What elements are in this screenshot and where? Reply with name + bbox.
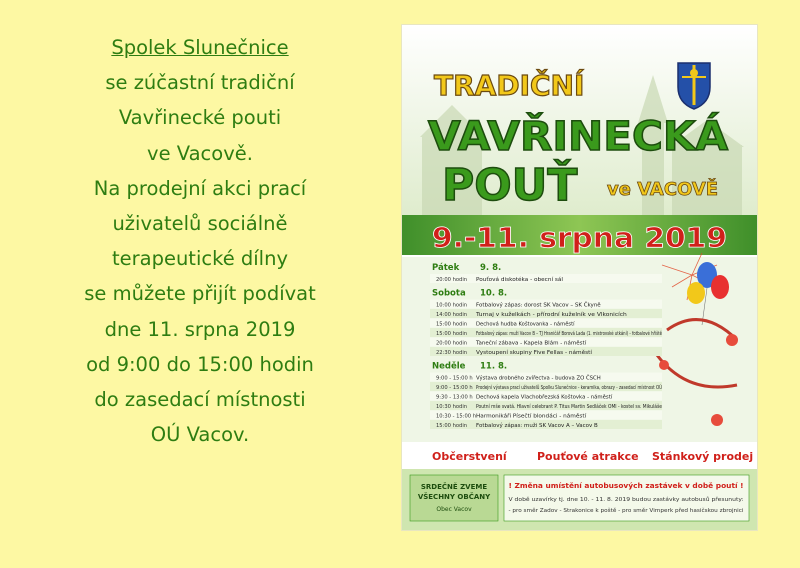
schedule-time: 20:00 hodin [436,277,468,283]
day-heading: Pátek [432,263,460,273]
organization-name: Spolek Slunečnice [111,36,289,59]
attraction-stalls: Stánkový prodej [652,450,754,463]
day-date: 10. 8. [480,288,508,299]
poster-title-1: TRADIČNÍ [434,69,585,102]
invite-line-3: Obec Vacov [436,506,472,513]
event-poster [402,25,757,530]
schedule-event: Pouťová diskotéka - obecní sál [476,277,555,283]
announcement-line: ve Vacově. [147,141,253,165]
announcement-line: Vavřinecké pouti [118,106,282,130]
schedule-event: Harmonikáři Písečtí blondáci - náměstí [476,413,576,420]
coat-of-arms-icon [678,63,710,109]
announcement-text [0,30,400,452]
schedule-event: Fotbalový zápas: dorost SK Vacov – SK Čkyně [476,302,594,309]
schedule-event: Poutní mše svatá. Hlavní celebrant P. Titus Martin Sedláček OMI - kostel sv. Mikuláše [476,404,695,410]
notice-line-2: - pro směr Zadov - Strakonice k poště - pro směr Vimperk před hasičskou zbrojnici [508,508,731,514]
schedule-time: 15:00 hodin [436,423,468,429]
schedule-time: 9:00 - 15:00 h [436,375,473,382]
notice-title: ! Změna umístění autobusových zastávek v době poutí ! [508,481,744,490]
schedule-time: 14:00 hodin [436,312,468,318]
notice-line-1: V době uzavírky tj. dne 10. - 11. 8. 2019 budou zastávky autobusů přesunuty: [508,497,719,503]
schedule-event: Prodejní výstava prací uživatelů Spolku Slunečnice - keramika, obrazy - zasedací místnost OÚ [476,385,719,391]
schedule-time: 10:00 hodin [436,302,468,309]
announcement-line: terapeutické dílny [111,247,289,271]
announcement-line: se můžete přijít podívat [84,282,316,306]
schedule-time: 10:30 hodin [436,404,468,410]
announcement-line: od 9:00 do 15:00 hodin [86,352,314,376]
schedule-time: 15:00 hodin [436,331,468,337]
announcement-line: uživatelů sociálně [112,212,288,236]
schedule-event: Fotbalový zápas: muži Vacov B – TJ Hraničář Borová Lada (1. mistrovské utkání) - fotbalové hřiště [476,331,729,337]
schedule-time: 15:00 hodin [436,321,468,328]
schedule-event: Výstava drobného zvířectva - budova ZO ČSCH [476,375,599,382]
invite-line-1: SRDEČNĚ ZVEME [420,483,488,491]
attraction-rides: Pouťové atrakce [537,450,639,463]
poster-title-2: VAVŘINECKÁ [428,114,714,160]
announcement-line: se zúčastní tradiční [105,71,295,95]
schedule-event: Vystoupení skupiny Five Fellas - náměstí [476,350,581,356]
schedule-event: Taneční zábava - Kapela Blám - náměstí [476,340,580,347]
invite-line-2: VŠECHNY OBČANY [417,493,491,501]
schedule-time: 9:30 - 13:00 h [436,394,473,401]
announcement-line: do zasedací místnosti [94,388,306,412]
poster-title-location: ve VACOVĚ [607,179,719,200]
schedule-event: Fotbalový zápas: muži SK Vacov A – Vacov B [476,423,591,429]
day-heading: Neděle [432,361,466,372]
event-dates: 9.-11. srpna 2019 [432,221,727,254]
announcement-line: OÚ Vacov. [150,423,250,447]
schedule-event: Dechová kapela Vlachobřezská Koštovka - náměstí [476,394,608,401]
day-date: 9. 8. [480,263,502,273]
poster-title-3: POUŤ [442,160,578,211]
schedule-event: Dechová hudba Koštovanka - náměstí [476,321,575,328]
announcement-line: dne 11. srpna 2019 [104,317,296,341]
day-heading: Sobota [432,288,466,299]
schedule-time: 10:30 - 15:00 h [436,413,477,420]
announcement-line: Na prodejní akci prací [93,176,307,200]
schedule-time: 22:30 hodin [436,350,468,356]
attraction-food: Občerstvení [432,450,507,463]
schedule-time: 9:00 - 15:00 h [436,385,473,391]
schedule-event: Turnaj v kuželkách - přírodní kuželník ve Vlkonicích [476,312,608,318]
schedule-time: 20:00 hodin [436,340,468,347]
day-date: 11. 8. [480,361,508,372]
